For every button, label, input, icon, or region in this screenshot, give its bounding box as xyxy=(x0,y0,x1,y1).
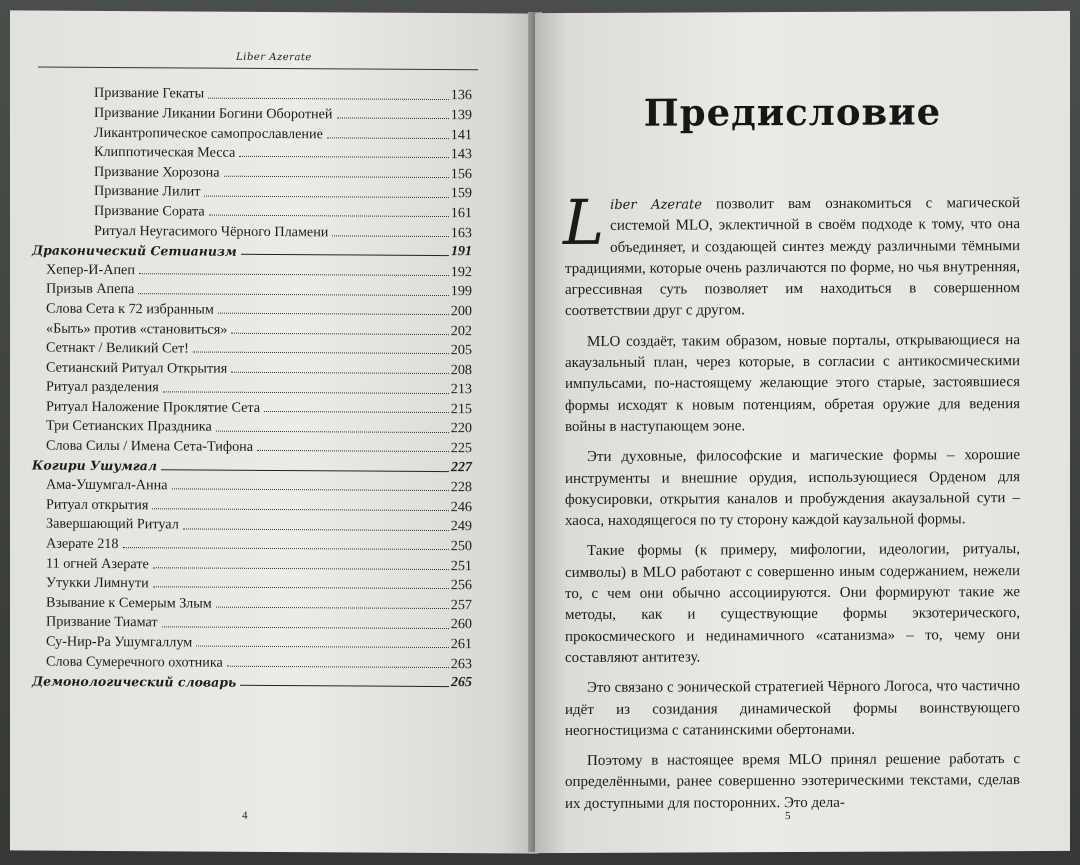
toc-entry xyxy=(32,492,472,514)
toc-section-entry xyxy=(32,453,472,475)
toc-entry xyxy=(32,472,472,494)
toc-entry-title: Три Сетианских Праздника xyxy=(46,418,212,436)
toc-entry-title: Ритуал Неугасимого Чёрного Пламени xyxy=(94,222,329,240)
toc-entry xyxy=(32,120,472,142)
left-page xyxy=(10,10,538,853)
toc-entry-page: 249 xyxy=(450,518,472,535)
right-page xyxy=(535,11,1070,853)
toc-leader-dots xyxy=(208,96,449,99)
toc-entry xyxy=(32,629,472,651)
toc-entry-page: 192 xyxy=(450,263,472,280)
toc-leader-dots xyxy=(257,449,449,452)
toc-entry xyxy=(32,590,472,612)
toc-entry-page: 257 xyxy=(450,596,472,614)
toc-entry-page: 246 xyxy=(450,498,472,516)
toc-entry-title: Сетнакт / Великий Сет! xyxy=(46,339,189,357)
table-of-contents xyxy=(32,81,472,691)
toc-entry xyxy=(32,355,472,377)
toc-leader-dots xyxy=(163,390,449,394)
toc-entry-page: 261 xyxy=(450,636,472,653)
toc-leader-dots xyxy=(153,566,449,570)
toc-entry-page: 260 xyxy=(450,616,472,633)
toc-entry xyxy=(32,335,472,357)
toc-leader-dots xyxy=(239,155,448,158)
toc-entry xyxy=(32,296,472,318)
toc-entry xyxy=(32,81,472,103)
toc-entry-page: 136 xyxy=(450,87,472,104)
toc-leader-dots xyxy=(332,234,448,237)
toc-entry xyxy=(32,570,472,592)
toc-entry-page: 251 xyxy=(450,557,472,574)
toc-entry-page: 228 xyxy=(450,479,472,496)
toc-entry-title: Взывание к Семерым Злым xyxy=(46,594,212,612)
toc-leader-dots xyxy=(162,625,449,629)
toc-entry-title: Хепер-И-Апеп xyxy=(46,261,135,278)
toc-entry-title: Драконический Сетианизм xyxy=(32,242,237,259)
toc-entry-title: Призвание Сората xyxy=(94,202,205,220)
toc-entry-page: 256 xyxy=(450,577,472,594)
toc-leader-dots xyxy=(327,136,449,139)
header-rule xyxy=(38,67,478,71)
toc-entry-title: Слова Силы / Имена Сета-Тифона xyxy=(46,437,254,455)
toc-entry-page: 215 xyxy=(450,400,472,418)
toc-entry xyxy=(32,139,472,161)
toc-leader-dots xyxy=(209,214,449,217)
toc-entry-page: 159 xyxy=(450,185,472,202)
toc-entry-page: 200 xyxy=(450,303,472,320)
toc-entry-title: Призвание Тиамат xyxy=(46,614,158,631)
toc-leader-dots xyxy=(218,312,449,315)
toc-entry-page: 250 xyxy=(450,538,472,555)
toc-entry-title: Ама-Ушумгал-Анна xyxy=(46,476,168,494)
toc-leader-dots xyxy=(227,665,449,668)
toc-leader-dots xyxy=(240,684,449,687)
book-title-inline: iber Azerate xyxy=(610,197,702,213)
toc-entry-page: 199 xyxy=(450,283,472,300)
toc-leader-dots xyxy=(153,586,449,590)
toc-leader-dots xyxy=(183,527,449,531)
toc-entry xyxy=(32,394,472,416)
toc-leader-dots xyxy=(216,606,449,609)
toc-entry xyxy=(32,551,472,573)
toc-entry-title: Когири Ушумгал xyxy=(32,457,158,474)
toc-entry xyxy=(32,649,472,671)
toc-entry-title: Призвание Ликании Богини Оборотней xyxy=(94,104,333,123)
toc-entry-title: Демонологический словарь xyxy=(32,673,237,690)
toc-entry-page: 161 xyxy=(450,205,472,222)
toc-entry-page: 263 xyxy=(450,655,472,672)
toc-leader-dots xyxy=(196,645,449,649)
toc-entry-page: 163 xyxy=(450,224,472,241)
page-number-right: 5 xyxy=(785,810,791,823)
toc-entry-page: 213 xyxy=(450,381,472,398)
paragraph-1 xyxy=(563,185,1020,323)
toc-leader-dots xyxy=(204,194,448,197)
toc-entry-title: Призыв Апепа xyxy=(46,280,135,298)
toc-entry-page: 208 xyxy=(450,361,472,378)
toc-entry xyxy=(32,276,472,298)
paragraph-2: MLO создаёт, таким образом, новые порталы, открывающиеся на акаузальный план, через которые, в согласии с антикосмическими импульсами, по-настоящему желающие этого старые, застоявшиеся формы исходят к новым потенциям, обретая оружие для ведения войны в наступающем эоне. xyxy=(565,331,1020,436)
toc-entry-page: 220 xyxy=(450,420,472,437)
toc-entry-page: 205 xyxy=(450,342,472,359)
toc-leader-dots xyxy=(231,331,448,334)
toc-leader-dots xyxy=(216,429,449,432)
toc-entry xyxy=(32,316,472,338)
chapter-title: Предисловие xyxy=(643,89,942,135)
toc-section-entry xyxy=(32,668,472,690)
toc-leader-dots xyxy=(172,488,449,492)
running-head: Liber Azerate xyxy=(236,51,312,64)
toc-leader-dots xyxy=(231,371,448,374)
toc-entry-page: 227 xyxy=(451,459,472,476)
body-text xyxy=(563,185,1020,824)
toc-entry-page: 143 xyxy=(450,146,472,163)
toc-entry xyxy=(32,414,472,436)
toc-entry xyxy=(32,218,472,240)
toc-entry-title: Призвание Гекаты xyxy=(94,85,205,102)
toc-entry xyxy=(32,178,472,200)
toc-entry-title: Сетианский Ритуал Открытия xyxy=(46,359,228,377)
toc-entry-title: Слова Сумеречного охотника xyxy=(46,653,223,671)
toc-leader-dots xyxy=(138,292,448,296)
toc-entry-page: 202 xyxy=(450,322,472,339)
toc-entry xyxy=(32,531,472,553)
toc-entry-title: Завершающий Ритуал xyxy=(46,516,179,533)
toc-leader-dots xyxy=(152,507,448,511)
toc-leader-dots xyxy=(139,272,449,276)
toc-entry xyxy=(32,257,472,279)
toc-entry-title: Призвание Хорозона xyxy=(94,163,220,181)
paragraph-4: Такие формы (к примеру, мифологии, идеологии, ритуалы, символы) в MLO работают с совершенно иным содержанием, нежели то, с чем они обычно ассоциируются. Они формируют такие же методы, как и существующие формы экзотерического, прокосмического и нединамичного «сатанизма» – то, чему они составляют антитезу. xyxy=(565,541,1020,666)
page-number-left: 4 xyxy=(242,809,248,822)
toc-leader-dots xyxy=(161,468,449,472)
toc-entry-title: Су-Нир-Ра Ушумгаллум xyxy=(46,633,193,651)
toc-section-entry xyxy=(32,237,472,259)
toc-entry xyxy=(32,610,472,632)
toc-leader-dots xyxy=(264,410,449,413)
toc-entry-title: Утукки Лимнути xyxy=(46,574,149,592)
toc-leader-dots xyxy=(193,351,449,355)
toc-leader-dots xyxy=(241,253,449,256)
toc-entry-title: 11 огней Азерате xyxy=(46,555,149,572)
toc-entry xyxy=(32,512,472,534)
toc-entry-page: 191 xyxy=(451,244,472,260)
toc-entry xyxy=(32,198,472,220)
toc-entry-title: Ликантропическое самопрославление xyxy=(94,124,323,142)
paragraph-5: Это связано с эонической стратегией Чёрного Логоса, что частично идёт из созидания динамической формы воинствующего неогностицизма с сатанинскими обертонами. xyxy=(565,678,1020,739)
toc-entry-page: 156 xyxy=(450,165,472,182)
paragraph-1-text: позволит вам ознакомиться с магической системой MLO, эклектичной в своём подходе к тому, что она объединяет, и создающей синтез между различными тёмными традициями, которые очень различаются по форме, но чья внутренняя, агрессивная суть позволяет им находиться в совершенном соответствии друг с другом. xyxy=(565,195,1020,320)
paragraph-6: Поэтому в настоящее время MLO принял решение работать с определёнными, ранее совершенно эзотерическими текстами, сделав их доступными для посторонних. Это дела- xyxy=(565,751,1020,812)
paragraph-3: Эти духовные, философские и магические формы – хорошие инструменты и внешние орудия, использующиеся Орденом для фокусировки, открытия каналов и пробуждения акаузальной сути – хаоса, находящегося по ту сторону каждой каузальной формы. xyxy=(565,447,1020,530)
toc-entry-title: «Быть» против «становиться» xyxy=(46,320,228,338)
toc-entry-title: Ритуал разделения xyxy=(46,378,159,396)
toc-entry-title: Ритуал Наложение Проклятие Сета xyxy=(46,398,261,416)
toc-entry xyxy=(32,159,472,181)
toc-entry-page: 139 xyxy=(450,107,472,124)
toc-leader-dots xyxy=(123,546,449,550)
toc-entry xyxy=(32,433,472,455)
toc-entry xyxy=(32,100,472,122)
toc-entry-title: Призвание Лилит xyxy=(94,183,201,200)
toc-entry-page: 265 xyxy=(451,675,472,691)
toc-entry-title: Ритуал открытия xyxy=(46,496,149,514)
toc-entry xyxy=(32,374,472,396)
toc-leader-dots xyxy=(224,175,449,178)
toc-entry-title: Азерате 218 xyxy=(46,535,119,553)
toc-entry-title: Слова Сета к 72 избранным xyxy=(46,300,214,318)
toc-entry-title: Клиппотическая Месса xyxy=(94,144,236,161)
toc-entry-page: 225 xyxy=(450,440,472,457)
toc-entry-page: 141 xyxy=(450,126,472,143)
drop-cap: L xyxy=(563,185,605,260)
toc-leader-dots xyxy=(337,117,449,120)
